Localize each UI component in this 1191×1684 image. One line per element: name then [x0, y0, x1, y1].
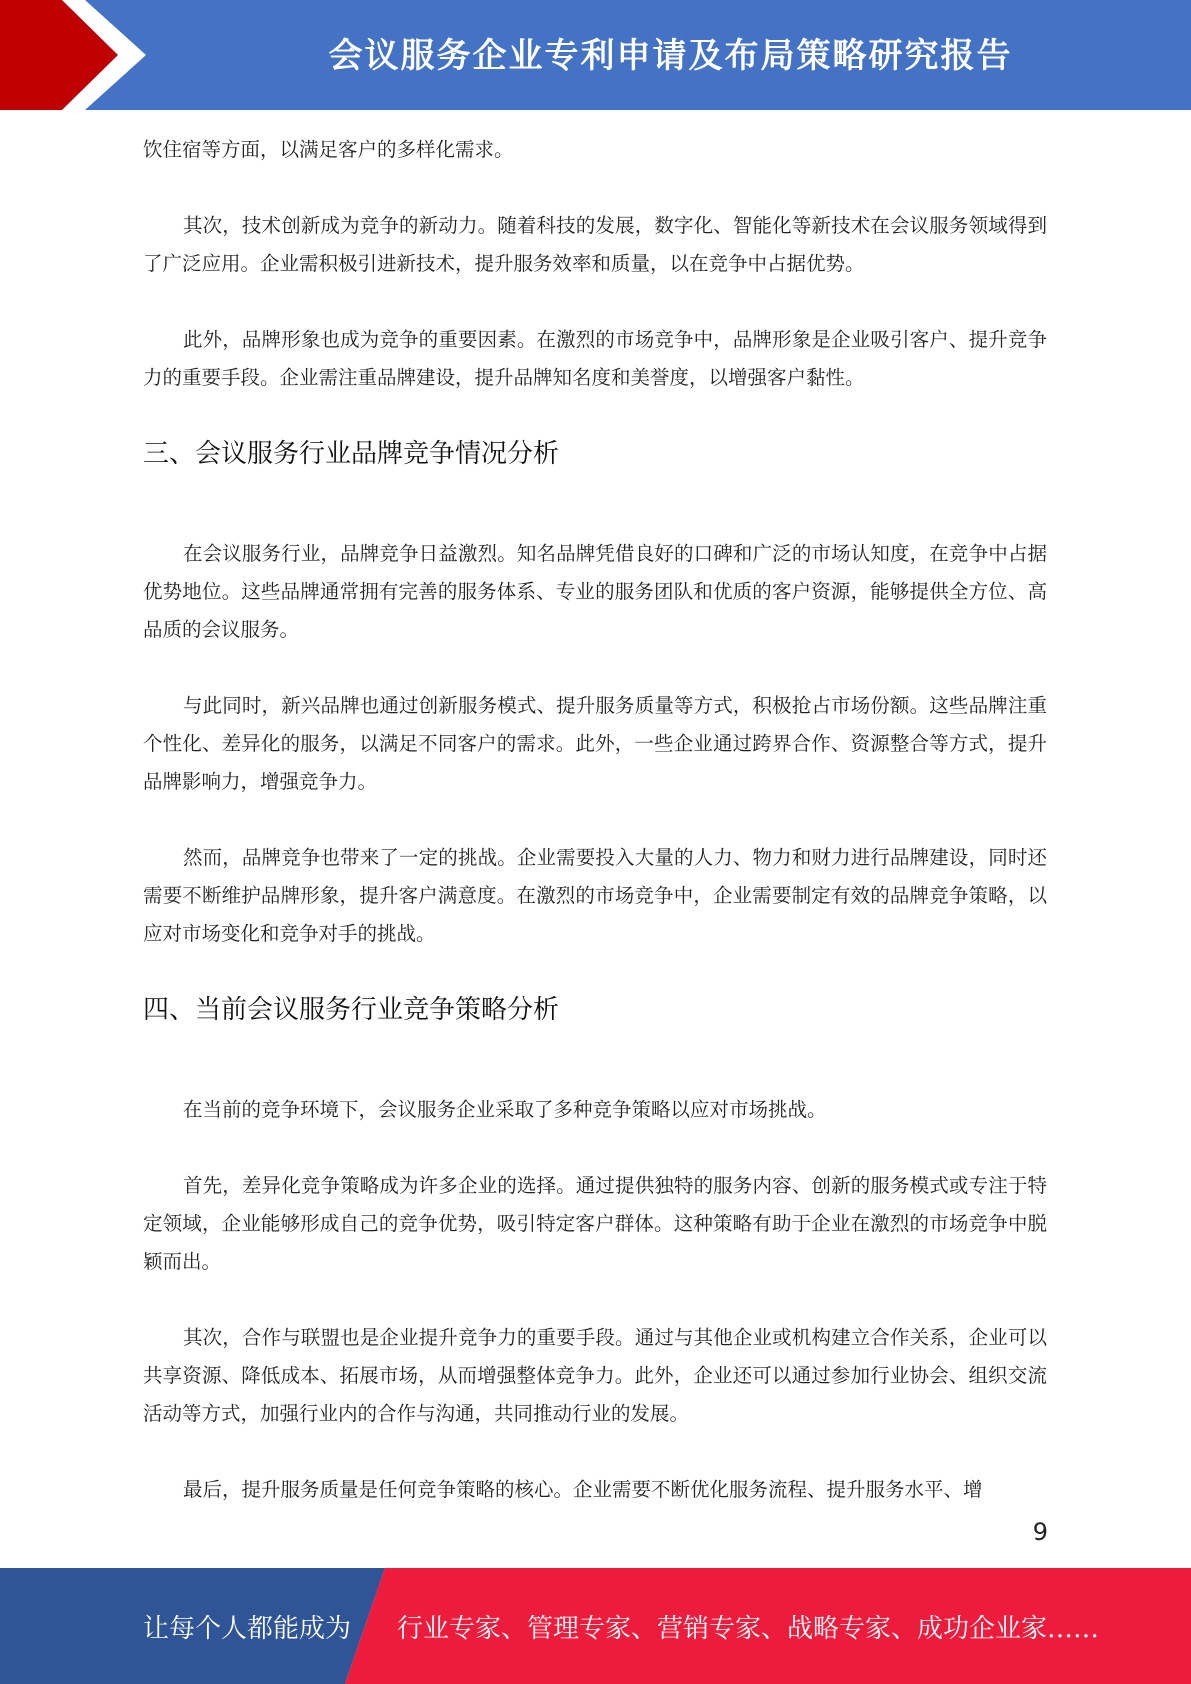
page-header: [0, 0, 1191, 110]
paragraph: 此外，品牌形象也成为竞争的重要因素。在激烈的市场竞争中，品牌形象是企业吸引客户、提升竞争力的重要手段。企业需注重品牌建设，提升品牌知名度和美誉度，以增强客户黏性。: [143, 328, 1047, 389]
section-heading-3: 三、会议服务行业品牌竞争情况分析: [143, 439, 560, 469]
paragraph: 其次，合作与联盟也是企业提升竞争力的重要手段。通过与其他企业或机构建立合作关系，企业可以共享资源、降低成本、拓展市场，从而增强整体竞争力。此外，企业还可以通过参加行业协会、组织交流活动等方式，加强行业内的合作与沟通，共同推动行业的发展。: [143, 1326, 1047, 1425]
footer-slogan-left: 让每个人都能成为: [143, 1613, 352, 1644]
paragraph: 在当前的竞争环境下，会议服务企业采取了多种竞争策略以应对市场挑战。: [183, 1098, 827, 1121]
report-title: 会议服务企业专利申请及布局策略研究报告: [328, 35, 1013, 76]
paragraph: 最后，提升服务质量是任何竞争策略的核心。企业需要不断优化服务流程、提升服务水平、增: [183, 1478, 983, 1501]
paragraph: 首先，差异化竞争策略成为许多企业的选择。通过提供独特的服务内容、创新的服务模式或专注于特定领域，企业能够形成自己的竞争优势，吸引特定客户群体。这种策略有助于企业在激烈的市场竞争中脱颖而出。: [143, 1174, 1047, 1273]
section-heading-4: 四、当前会议服务行业竞争策略分析: [143, 995, 560, 1025]
paragraph: 然而，品牌竞争也带来了一定的挑战。企业需要投入大量的人力、物力和财力进行品牌建设，同时还需要不断维护品牌形象，提升客户满意度。在激烈的市场竞争中，企业需要制定有效的品牌竞争策略，以应对市场变化和竞争对手的挑战。: [143, 846, 1047, 945]
paragraph: 其次，技术创新成为竞争的新动力。随着科技的发展，数字化、智能化等新技术在会议服务领域得到了广泛应用。企业需积极引进新技术，提升服务效率和质量，以在竞争中占据优势。: [143, 214, 1047, 275]
paragraph: 与此同时，新兴品牌也通过创新服务模式、提升服务质量等方式，积极抢占市场份额。这些品牌注重个性化、差异化的服务，以满足不同客户的需求。此外，一些企业通过跨界合作、资源整合等方式，提升品牌影响力，增强竞争力。: [143, 694, 1047, 793]
paragraph: 在会议服务行业，品牌竞争日益激烈。知名品牌凭借良好的口碑和广泛的市场认知度，在竞争中占据优势地位。这些品牌通常拥有完善的服务体系、专业的服务团队和优质的客户资源，能够提供全方位、高品质的会议服务。: [143, 542, 1047, 641]
footer-slogan-right: 行业专家、管理专家、营销专家、战略专家、成功企业家……: [397, 1613, 1100, 1644]
page-number: 9: [1032, 1518, 1048, 1546]
page-footer: [0, 1568, 1191, 1684]
paragraph-continuation: 饮住宿等方面，以满足客户的多样化需求。: [143, 138, 514, 161]
page-content: [143, 131, 1047, 1509]
header-arrow-decoration: [0, 0, 160, 110]
